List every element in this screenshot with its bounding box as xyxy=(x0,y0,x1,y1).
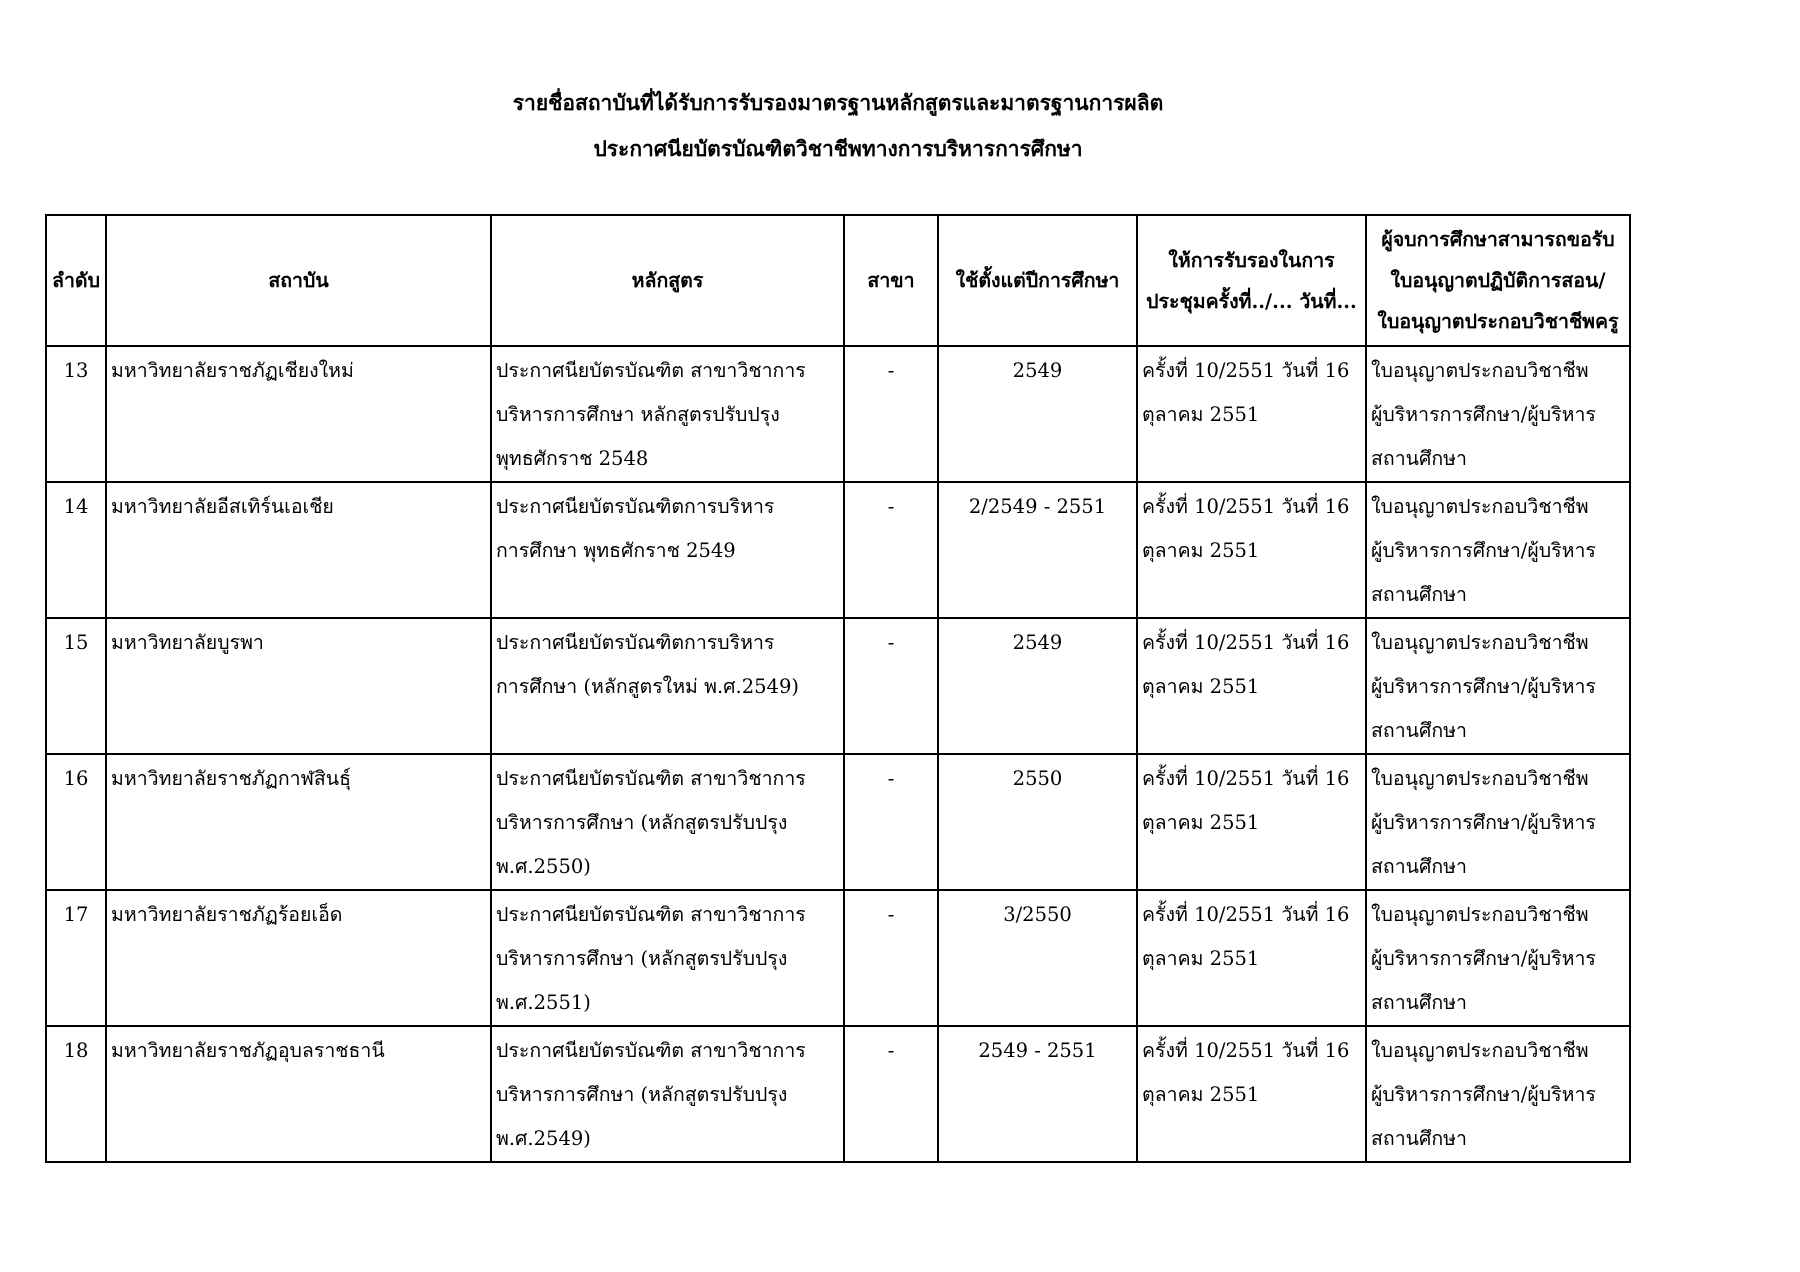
row-number: 16 xyxy=(46,754,106,890)
program-name-line: การศึกษา พุทธศักราช 2549 xyxy=(496,539,736,562)
header-program: หลักสูตร xyxy=(491,215,844,346)
branch: - xyxy=(844,482,938,618)
approval-meeting-line: ตุลาคม 2551 xyxy=(1142,1083,1260,1106)
program-name-line: ประกาศนียบัตรบัณฑิตการบริหาร xyxy=(496,495,775,518)
approval-meeting xyxy=(1137,890,1366,1026)
program-name-line: ประกาศนียบัตรบัณฑิต สาขาวิชาการ xyxy=(496,767,806,790)
table-row xyxy=(46,346,1630,482)
start-year: 2549 - 2551 xyxy=(938,1026,1137,1162)
branch: - xyxy=(844,346,938,482)
program-name-line: พ.ศ.2550) xyxy=(496,855,591,878)
approval-meeting-line: ครั้งที่ 10/2551 วันที่ 16 xyxy=(1142,1039,1350,1062)
license-type xyxy=(1366,618,1630,754)
institution-name: มหาวิทยาลัยอีสเทิร์นเอเชีย xyxy=(106,482,491,618)
approval-meeting xyxy=(1137,482,1366,618)
table-row xyxy=(46,1026,1630,1162)
license-type-line: ใบอนุญาตประกอบวิชาชีพ xyxy=(1371,495,1589,518)
approval-meeting-line: ตุลาคม 2551 xyxy=(1142,403,1260,426)
program-name-line: ประกาศนียบัตรบัณฑิต สาขาวิชาการ xyxy=(496,1039,806,1062)
branch: - xyxy=(844,1026,938,1162)
header-license-line: ใบอนุญาตปฏิบัติการสอน/ xyxy=(1390,269,1606,292)
program-name xyxy=(491,482,844,618)
license-type-line: ผู้บริหารการศึกษา/ผู้บริหาร xyxy=(1371,539,1596,562)
branch: - xyxy=(844,618,938,754)
program-name-line: บริหารการศึกษา (หลักสูตรปรับปรุง xyxy=(496,811,788,834)
header-approval xyxy=(1137,215,1366,346)
license-type-line: สถานศึกษา xyxy=(1371,719,1467,742)
approval-meeting-line: ตุลาคม 2551 xyxy=(1142,947,1260,970)
license-type-line: สถานศึกษา xyxy=(1371,583,1467,606)
approval-meeting-line: ครั้งที่ 10/2551 วันที่ 16 xyxy=(1142,767,1350,790)
approval-meeting-line: ครั้งที่ 10/2551 วันที่ 16 xyxy=(1142,903,1350,926)
row-number: 13 xyxy=(46,346,106,482)
institution-name: มหาวิทยาลัยราชภัฏร้อยเอ็ด xyxy=(106,890,491,1026)
program-name xyxy=(491,618,844,754)
institution-name: มหาวิทยาลัยราชภัฏอุบลราชธานี xyxy=(106,1026,491,1162)
document-subtitle: ประกาศนียบัตรบัณฑิตวิชาชีพทางการบริหารการศึกษา xyxy=(593,136,1083,161)
program-name-line: การศึกษา (หลักสูตรใหม่ พ.ศ.2549) xyxy=(496,675,799,698)
program-name-line: พุทธศักราช 2548 xyxy=(496,447,649,470)
program-name-line: พ.ศ.2551) xyxy=(496,991,591,1014)
branch: - xyxy=(844,890,938,1026)
approval-meeting-line: ครั้งที่ 10/2551 วันที่ 16 xyxy=(1142,631,1350,654)
license-type-line: ผู้บริหารการศึกษา/ผู้บริหาร xyxy=(1371,403,1596,426)
header-row xyxy=(46,215,1630,346)
license-type-line: ใบอนุญาตประกอบวิชาชีพ xyxy=(1371,359,1589,382)
approval-meeting-line: ตุลาคม 2551 xyxy=(1142,675,1260,698)
table-row xyxy=(46,890,1630,1026)
institution-name: มหาวิทยาลัยราชภัฏเชียงใหม่ xyxy=(106,346,491,482)
approval-meeting-line: ครั้งที่ 10/2551 วันที่ 16 xyxy=(1142,359,1350,382)
header-branch: สาขา xyxy=(844,215,938,346)
header-approval-line: ให้การรับรองในการ xyxy=(1168,248,1335,272)
header-license-line: ผู้จบการศึกษาสามารถขอรับ xyxy=(1381,228,1615,251)
row-number: 18 xyxy=(46,1026,106,1162)
approval-meeting xyxy=(1137,618,1366,754)
license-type xyxy=(1366,1026,1630,1162)
start-year: 3/2550 xyxy=(938,890,1137,1026)
table-row xyxy=(46,482,1630,618)
table-row xyxy=(46,754,1630,890)
license-type-line: ผู้บริหารการศึกษา/ผู้บริหาร xyxy=(1371,811,1596,834)
institution-table xyxy=(45,214,1631,1163)
approval-meeting xyxy=(1137,1026,1366,1162)
license-type-line: ผู้บริหารการศึกษา/ผู้บริหาร xyxy=(1371,1083,1596,1106)
header-institution: สถาบัน xyxy=(106,215,491,346)
license-type-line: ผู้บริหารการศึกษา/ผู้บริหาร xyxy=(1371,675,1596,698)
license-type-line: สถานศึกษา xyxy=(1371,447,1467,470)
license-type-line: ใบอนุญาตประกอบวิชาชีพ xyxy=(1371,1039,1589,1062)
license-type-line: สถานศึกษา xyxy=(1371,991,1467,1014)
start-year: 2549 xyxy=(938,346,1137,482)
table-row xyxy=(46,618,1630,754)
license-type xyxy=(1366,346,1630,482)
program-name-line: ประกาศนียบัตรบัณฑิต สาขาวิชาการ xyxy=(496,903,806,926)
branch: - xyxy=(844,754,938,890)
row-number: 17 xyxy=(46,890,106,1026)
license-type-line: สถานศึกษา xyxy=(1371,855,1467,878)
header-license-line: ใบอนุญาตประกอบวิชาชีพครู xyxy=(1377,310,1619,333)
approval-meeting xyxy=(1137,754,1366,890)
row-number: 14 xyxy=(46,482,106,618)
program-name-line: บริหารการศึกษา (หลักสูตรปรับปรุง xyxy=(496,947,788,970)
approval-meeting-line: ครั้งที่ 10/2551 วันที่ 16 xyxy=(1142,495,1350,518)
license-type xyxy=(1366,754,1630,890)
approval-meeting-line: ตุลาคม 2551 xyxy=(1142,811,1260,834)
institution-name: มหาวิทยาลัยราชภัฏกาฬสินธุ์ xyxy=(106,754,491,890)
document-title: รายชื่อสถาบันที่ได้รับการรับรองมาตรฐานหลักสูตรและมาตรฐานการผลิต xyxy=(512,90,1164,115)
header-year: ใช้ตั้งแต่ปีการศึกษา xyxy=(938,215,1137,346)
program-name-line: บริหารการศึกษา หลักสูตรปรับปรุง xyxy=(496,403,780,426)
program-name xyxy=(491,754,844,890)
header-no: ลำดับ xyxy=(46,215,106,346)
start-year: 2549 xyxy=(938,618,1137,754)
program-name-line: พ.ศ.2549) xyxy=(496,1127,591,1150)
license-type-line: ใบอนุญาตประกอบวิชาชีพ xyxy=(1371,631,1589,654)
license-type-line: ใบอนุญาตประกอบวิชาชีพ xyxy=(1371,903,1589,926)
license-type xyxy=(1366,482,1630,618)
program-name xyxy=(491,1026,844,1162)
program-name-line: ประกาศนียบัตรบัณฑิตการบริหาร xyxy=(496,631,775,654)
license-type-line: ใบอนุญาตประกอบวิชาชีพ xyxy=(1371,767,1589,790)
program-name xyxy=(491,890,844,1026)
program-name xyxy=(491,346,844,482)
license-type-line: สถานศึกษา xyxy=(1371,1127,1467,1150)
header-license xyxy=(1366,215,1630,346)
program-name-line: บริหารการศึกษา (หลักสูตรปรับปรุง xyxy=(496,1083,788,1106)
row-number: 15 xyxy=(46,618,106,754)
start-year: 2550 xyxy=(938,754,1137,890)
start-year: 2/2549 - 2551 xyxy=(938,482,1137,618)
institution-name: มหาวิทยาลัยบูรพา xyxy=(106,618,491,754)
header-approval-line: ประชุมครั้งที่../... วันที่... xyxy=(1146,289,1357,313)
approval-meeting-line: ตุลาคม 2551 xyxy=(1142,539,1260,562)
license-type xyxy=(1366,890,1630,1026)
license-type-line: ผู้บริหารการศึกษา/ผู้บริหาร xyxy=(1371,947,1596,970)
approval-meeting xyxy=(1137,346,1366,482)
program-name-line: ประกาศนียบัตรบัณฑิต สาขาวิชาการ xyxy=(496,359,806,382)
